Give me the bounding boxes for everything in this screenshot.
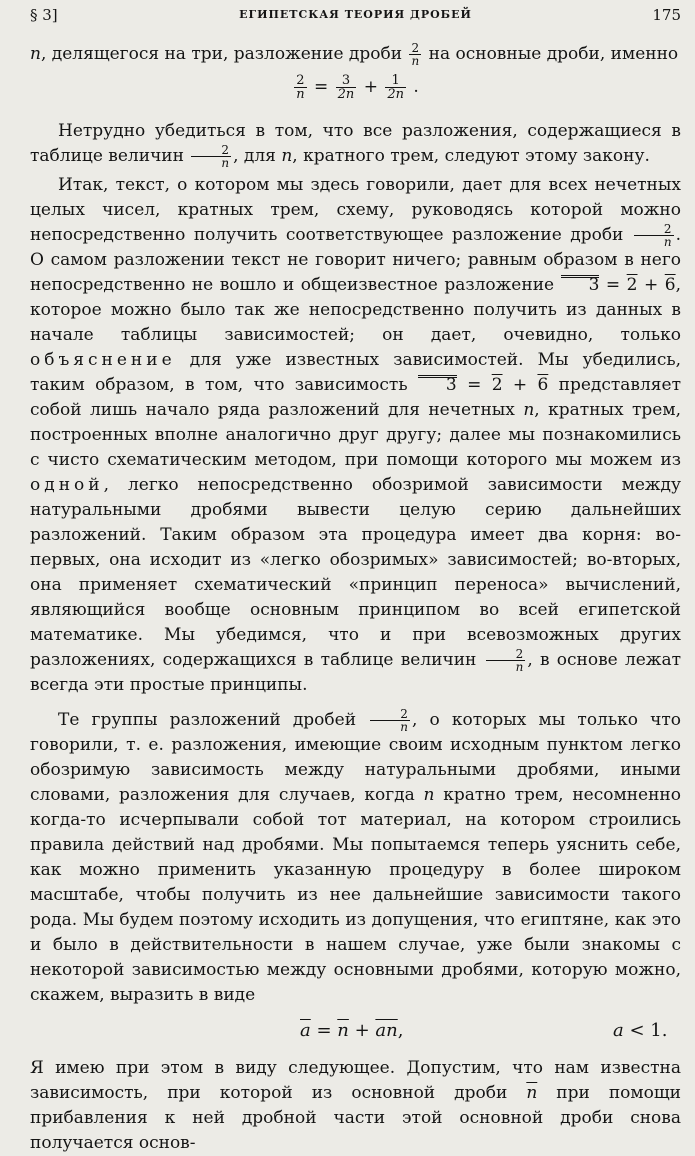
formula-term-1: [336, 74, 357, 101]
var-n: n: [423, 785, 435, 805]
paragraph-2: [30, 119, 681, 169]
text-run: для уже известных зависимостей. Мы убедились, таким образом, в том, что зависимость: [30, 350, 681, 395]
plus-sign: +: [363, 77, 378, 97]
text-run: , для: [233, 146, 282, 166]
condition-text: < 1.: [623, 1020, 668, 1041]
spaced-emphasis: одной: [30, 475, 104, 495]
text-run: , кратных трем, построенных вполне аналогично друг другу; далее мы познакомились с чисто схематическим методом, при помощи которого мы можем из: [30, 400, 681, 470]
numerator: 3: [336, 74, 357, 88]
text-run: , которое можно было так же непосредственно получить из данных в начале таблицы зависимостей; он дает, очевидно, только: [30, 275, 681, 345]
var-n: n: [281, 146, 293, 166]
denominator: 2n: [337, 87, 355, 102]
equals-sign: =: [456, 375, 492, 395]
text-run: при помощи прибавления к ней дробной части этой основной дроби снова получается основ-: [30, 1083, 681, 1153]
formula-term-2: [385, 74, 406, 101]
denominator: 2n: [387, 87, 404, 102]
paragraph-3: [30, 173, 681, 698]
text-run: , делящегося на три, разложение дроби: [40, 44, 408, 64]
numerator: 2: [370, 708, 410, 721]
spaced-emphasis: объяснение: [30, 350, 176, 370]
plus-sign: +: [502, 375, 538, 395]
numerator: 1: [385, 74, 406, 88]
fraction-2-over-n: [370, 708, 410, 733]
text-run: , легко непосредственно обозримой зависимости между натуральными дробями вывести целую серию дальнейших разложений. Таким образом эта процедура имеет два корня: во-первых, она исходит из «легко обозримых» зависимостей; во-вторых, она применяет схематический «принцип переноса» вычислений, являющийся вообще основным принципом во всей египетской математике. Мы убедимся, что и при всевозможных других разложениях, содержащихся в таблице величин: [30, 475, 681, 670]
paragraph-continuation: [30, 42, 681, 67]
text-run: , в основе лежат всегда эти простые принципы.: [30, 650, 681, 695]
var-a-bar: $\overline{a}$: [300, 1020, 311, 1041]
formula-lhs: [294, 74, 306, 101]
denominator: n: [515, 660, 524, 674]
period: .: [413, 77, 419, 97]
equals-sign: =: [599, 275, 627, 295]
text-run: . О самом разложении текст не говорит ничего; равным образом в него непосредственно не вошло и общеизвестное разложение: [30, 225, 681, 295]
text-run: кратно трем, несомненно когда-то исчерпывали собой тот материал, на котором строились правила действий над дробями. Мы попытаемся теперь уяснить себе, как можно применить указанную процедуру в более широком масштабе, чтобы получить из нее дальнейшие зависимости такого рода. Мы будем поэтому исходить из допущения, что египтяне, как это и было в действительности в нашем случае, уже были знакомы с некоторой зависимостью между основными дробями, которую можно, скажем, выразить в виде: [30, 785, 681, 1005]
unit-fraction-3: 3: [561, 275, 600, 293]
numerator: 2: [486, 648, 526, 661]
equals-sign: =: [310, 1020, 338, 1041]
text-run: Те группы разложений дробей: [58, 710, 369, 730]
var-n-bar: $\overline{n}$: [337, 1020, 349, 1041]
numerator: 2: [634, 223, 674, 236]
var-an-bar: $\overline{an}$: [375, 1020, 398, 1041]
numerator: 2: [191, 144, 231, 157]
unit-fraction-3: 3: [418, 375, 457, 393]
text-run: на основные дроби, именно: [423, 44, 679, 64]
section-label: § 3]: [30, 6, 58, 24]
unit-fraction-6: 6: [664, 275, 676, 295]
unit-fraction-2: 2: [491, 375, 503, 395]
text-run: представляет собой лишь начало ряда разложений для нечетных: [30, 375, 681, 420]
fraction-2-over-n: [634, 223, 674, 248]
fraction-2-over-n: [486, 648, 526, 673]
equals-sign: =: [313, 77, 329, 97]
formula-decomposition: [30, 67, 681, 113]
var-n: n: [523, 400, 535, 420]
formula-general-relation: [30, 1008, 681, 1054]
running-title: ЕГИПЕТСКАЯ ТЕОРИЯ ДРОБЕЙ: [239, 8, 472, 21]
denominator: n: [221, 156, 230, 170]
comma: ,: [397, 1020, 404, 1041]
var-n: n: [30, 44, 41, 64]
denominator: n: [411, 54, 420, 68]
paragraph-5: [30, 1056, 681, 1156]
denominator: n: [400, 720, 408, 734]
unit-fraction-6: 6: [537, 375, 549, 395]
plus-sign: +: [348, 1020, 376, 1041]
numerator: 2: [409, 42, 421, 55]
unit-fraction-2: 2: [626, 275, 638, 295]
formula-main: [300, 1020, 403, 1041]
numerator: 2: [294, 74, 306, 88]
page-number: 175: [652, 6, 681, 24]
text-run: Нетрудно убедиться в том, что все разложения, содержащиеся в таблице величин: [30, 121, 681, 166]
running-header: [30, 0, 681, 30]
paragraph-4: [30, 708, 681, 1008]
denominator: n: [663, 235, 672, 249]
text-run: Итак, текст, о котором мы здесь говорили, дает для всех нечетных целых чисел, кратных трем, схему, руководясь которой можно непосредственно получить соответствующее разложение дроби: [30, 175, 681, 245]
plus-sign: +: [637, 275, 665, 295]
formula-condition: [613, 1020, 667, 1041]
var-a: a: [613, 1020, 624, 1041]
text-run: Я имею при этом в виду следующее. Допустим, что нам известна зависимость, при которой из основной дроби: [30, 1058, 681, 1103]
fraction-2-over-n: [409, 42, 421, 67]
text-run: , кратного трем, следуют этому закону.: [292, 146, 650, 166]
text-run: , о которых мы только что говорили, т. е. разложения, имеющие своим исходным пунктом легко обозримую зависимость между натуральными дробями, иными словами, разложения для случаев, когда: [30, 710, 681, 805]
fraction-2-over-n: [191, 144, 231, 169]
var-n-bar: $\overline{n}$: [526, 1083, 538, 1103]
denominator: n: [296, 87, 305, 102]
